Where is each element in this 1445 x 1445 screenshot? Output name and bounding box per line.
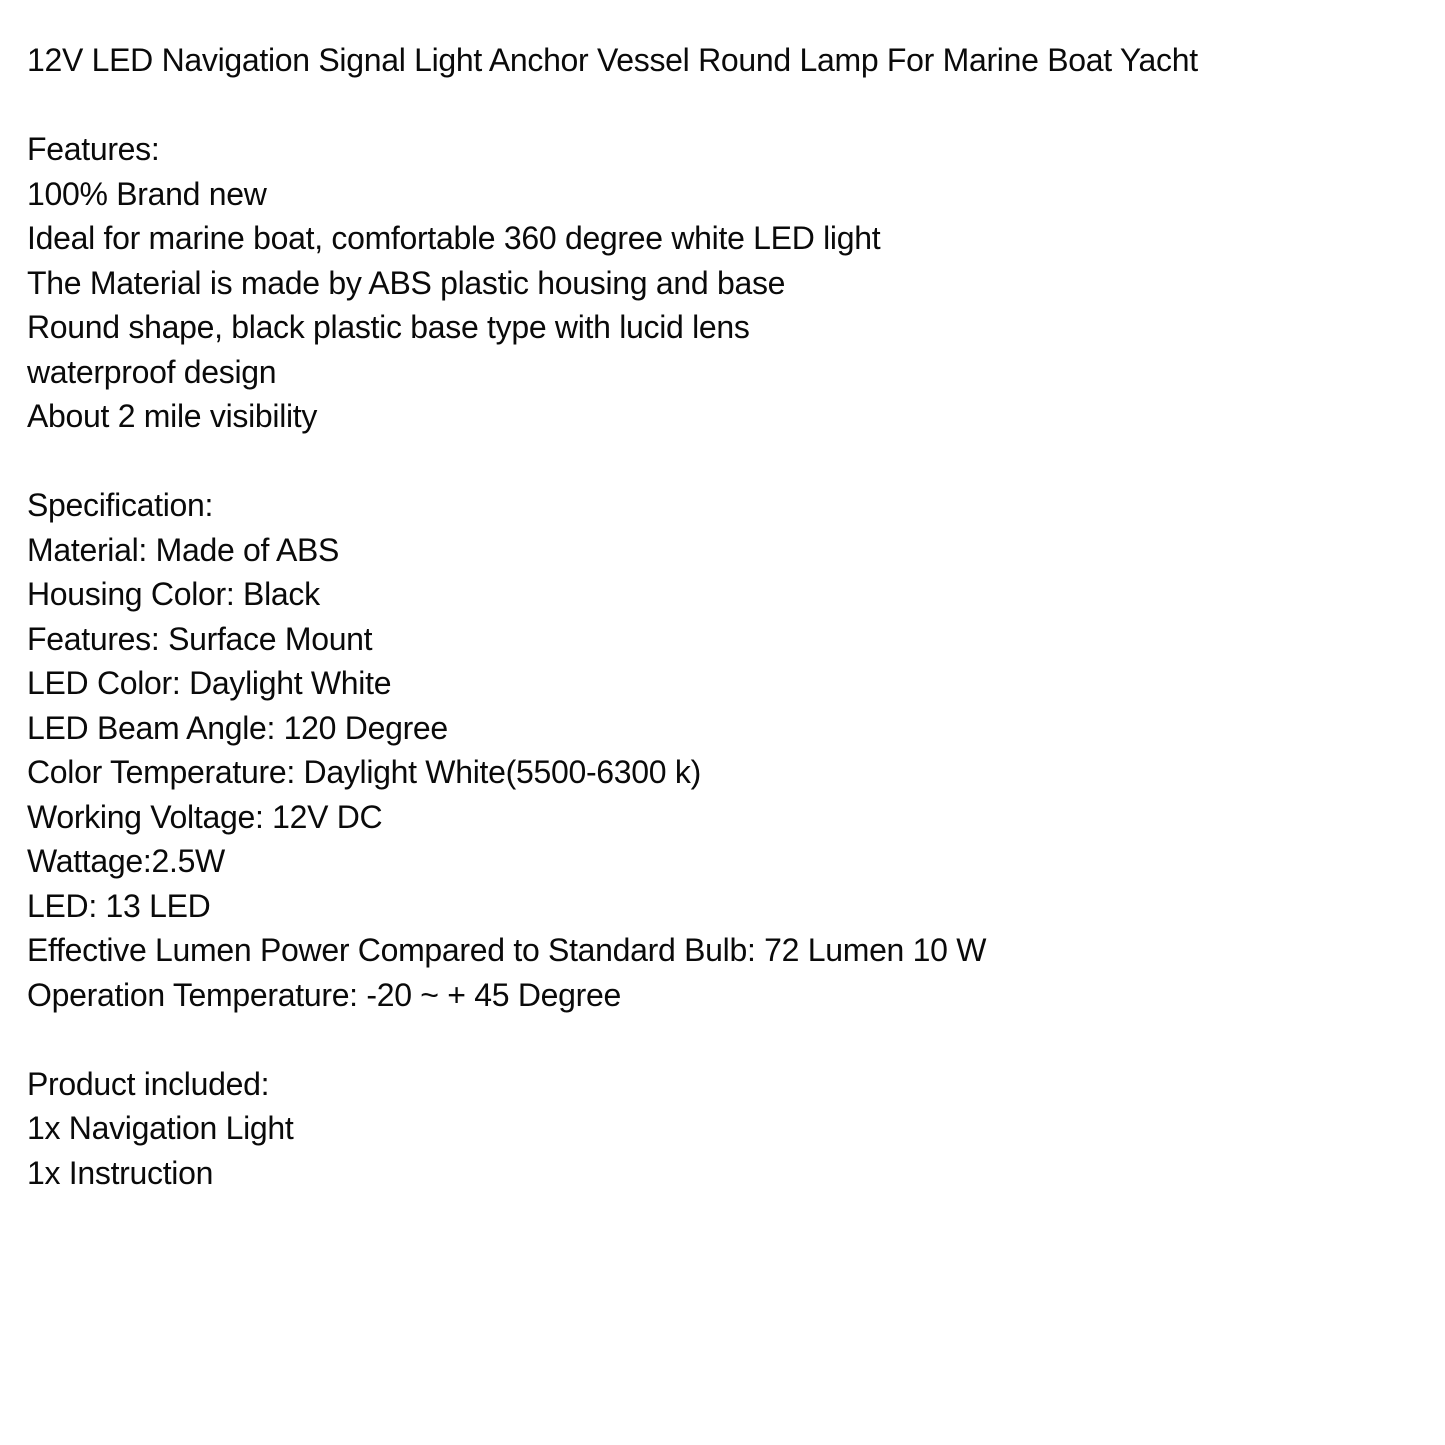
specification-heading: Specification: [27, 487, 214, 523]
spec-line: Operation Temperature: -20 ~ + 45 Degree [27, 976, 622, 1013]
spec-line: LED Beam Angle: 120 Degree [27, 709, 448, 746]
included-line: 1x Instruction [27, 1154, 214, 1191]
feature-line: 100% Brand new [27, 175, 267, 212]
spec-line: Material: Made of ABS [27, 531, 340, 568]
product-description [27, 38, 1425, 1195]
spec-line: Housing Color: Black [27, 576, 320, 612]
spec-line: Color Temperature: Daylight White(5500-6300 k) [27, 754, 701, 790]
spec-line: Wattage:2.5W [27, 843, 225, 879]
product-included-heading: Product included: [27, 1065, 270, 1102]
feature-line: Round shape, black plastic base type with lucid lens [27, 309, 750, 345]
feature-line: waterproof design [27, 353, 277, 390]
product-included-section [27, 1062, 1425, 1196]
product-title: 12V LED Navigation Signal Light Anchor Vessel Round Lamp For Marine Boat Yacht [27, 42, 1198, 78]
feature-line: Ideal for marine boat, comfortable 360 degree white LED light [27, 220, 881, 256]
spec-line: LED: 13 LED [27, 887, 211, 924]
feature-line: About 2 mile visibility [27, 398, 318, 434]
spec-line: Features: Surface Mount [27, 620, 373, 657]
features-heading: Features: [27, 131, 160, 167]
spec-line: Effective Lumen Power Compared to Standard Bulb: 72 Lumen 10 W [27, 932, 987, 968]
included-line: 1x Navigation Light [27, 1110, 294, 1146]
spec-line: LED Color: Daylight White [27, 665, 392, 701]
spec-line: Working Voltage: 12V DC [27, 798, 383, 835]
specification-section [27, 483, 1425, 1017]
feature-line: The Material is made by ABS plastic housing and base [27, 264, 786, 301]
features-section [27, 127, 1425, 439]
